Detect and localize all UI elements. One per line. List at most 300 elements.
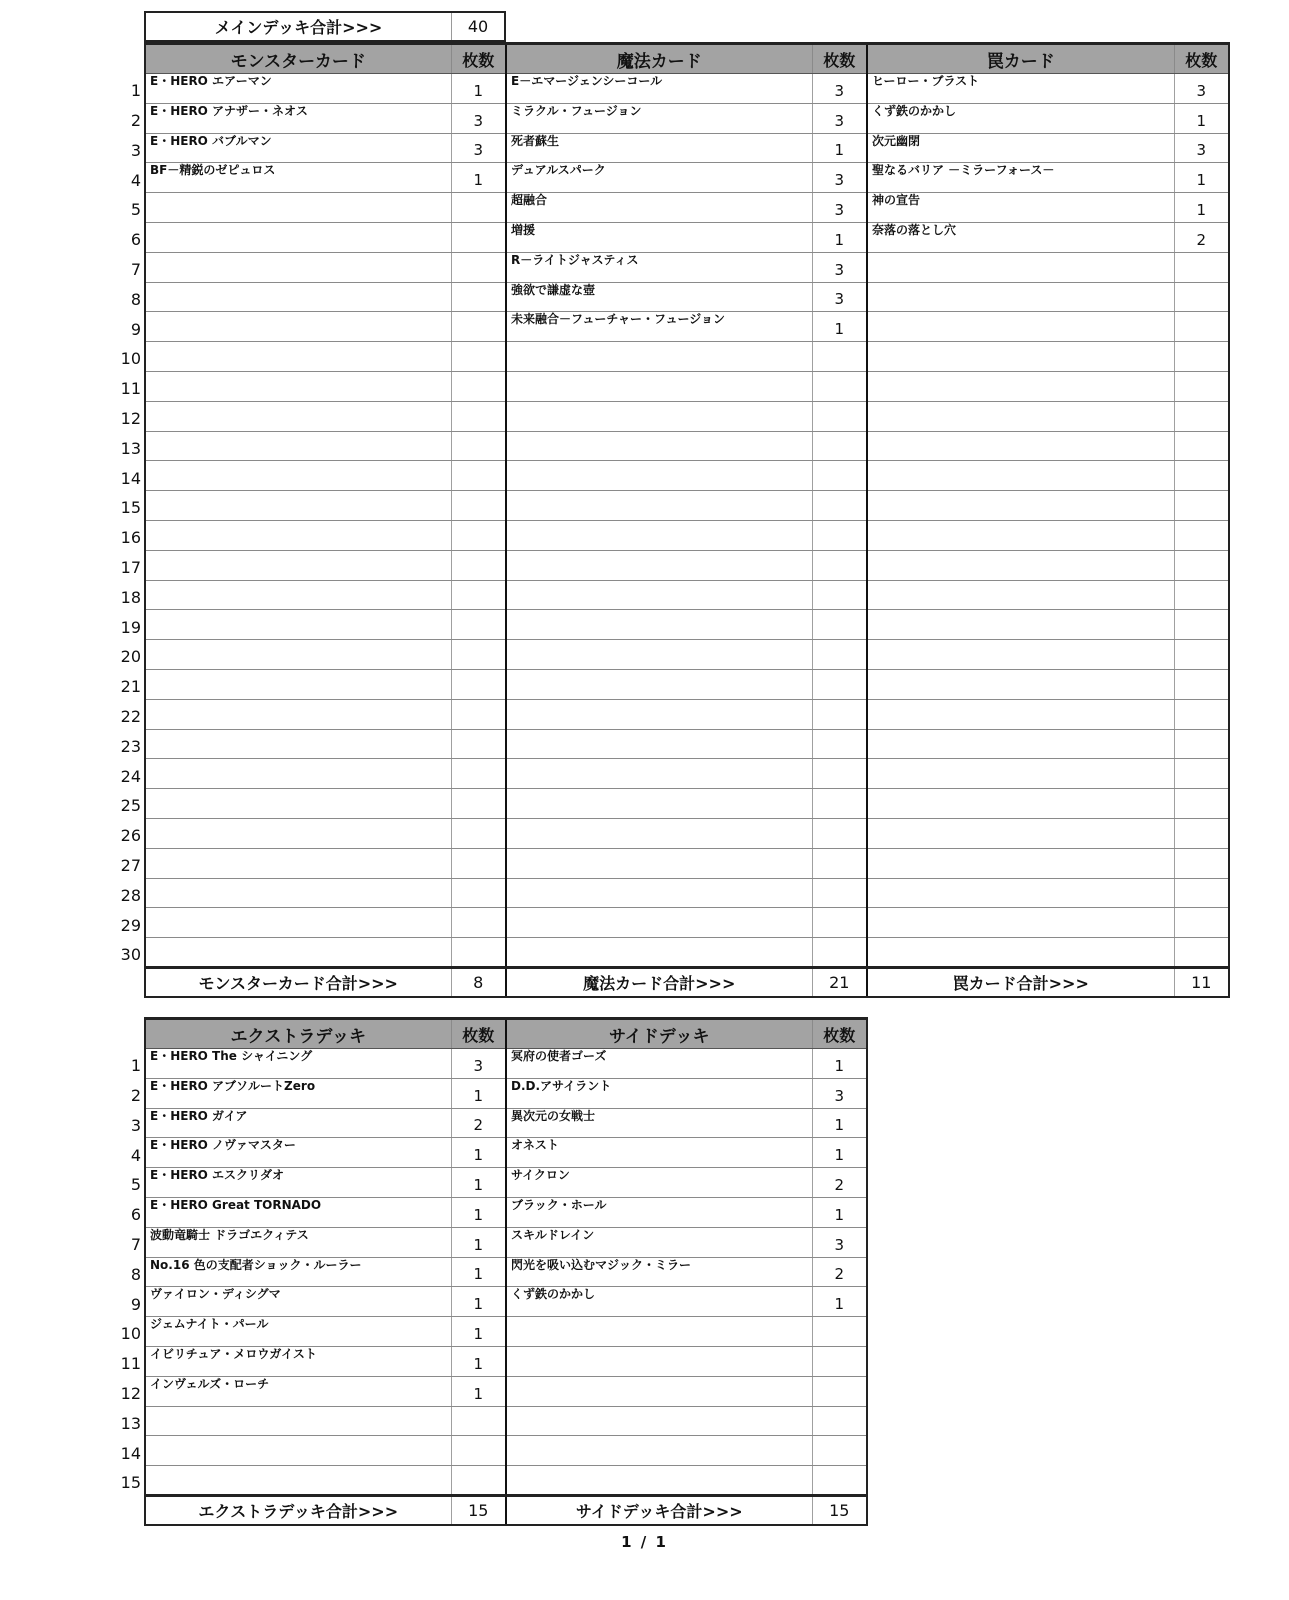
extra-card-name-cell[interactable]: ジェムナイト・パール: [145, 1317, 451, 1347]
trap-card-count-cell[interactable]: [1174, 342, 1229, 372]
row-number: [115, 371, 145, 401]
monster-card-name-cell[interactable]: [145, 491, 451, 521]
trap-card-name-cell[interactable]: [867, 371, 1174, 401]
row-number: [115, 1138, 145, 1168]
spell-card-count-cell[interactable]: [812, 610, 867, 640]
monster-card-name-cell[interactable]: [145, 461, 451, 491]
side-card-count-cell[interactable]: 1: [812, 1197, 867, 1227]
monster-card-count-cell[interactable]: [451, 431, 506, 461]
trap-card-count-cell[interactable]: [1174, 789, 1229, 819]
extra-card-count-cell[interactable]: 1: [451, 1168, 506, 1198]
spell-card-count-cell[interactable]: [812, 908, 867, 938]
trap-card-name-cell[interactable]: [867, 431, 1174, 461]
trap-card-name-cell[interactable]: [867, 640, 1174, 670]
trap-card-name-cell[interactable]: [867, 938, 1174, 968]
trap-card-count-cell[interactable]: [1174, 252, 1229, 282]
monster-card-name-cell[interactable]: [145, 908, 451, 938]
spell-card-name-cell[interactable]: [506, 669, 812, 699]
table-row: [115, 1168, 867, 1198]
extra-card-name-cell[interactable]: E・HERO アブソルートZero: [145, 1078, 451, 1108]
trap-card-name-cell[interactable]: [867, 669, 1174, 699]
extra-card-name-cell[interactable]: E・HERO ノヴァマスター: [145, 1138, 451, 1168]
monster-card-name-cell[interactable]: [145, 193, 451, 223]
spell-card-name-cell[interactable]: [506, 938, 812, 968]
spell-card-count-cell[interactable]: [812, 789, 867, 819]
monster-card-count-cell[interactable]: [451, 520, 506, 550]
table-row: [115, 520, 1229, 550]
extra-card-count-cell[interactable]: 1: [451, 1346, 506, 1376]
monster-card-count-cell[interactable]: [451, 491, 506, 521]
side-card-count-cell[interactable]: 1: [812, 1049, 867, 1079]
monster-card-count-cell[interactable]: [451, 699, 506, 729]
monster-card-count-cell[interactable]: [451, 759, 506, 789]
monster-card-count-cell[interactable]: 1: [451, 74, 506, 104]
trap-card-count-cell[interactable]: [1174, 669, 1229, 699]
table-row: [115, 878, 1229, 908]
trap-card-count-cell[interactable]: [1174, 848, 1229, 878]
extra-card-count-cell[interactable]: [451, 1436, 506, 1466]
trap-card-name-cell[interactable]: [867, 729, 1174, 759]
table-row: [115, 1197, 867, 1227]
trap-card-count-cell[interactable]: [1174, 401, 1229, 431]
spell-card-count-cell[interactable]: 1: [812, 133, 867, 163]
spell-card-count-cell[interactable]: [812, 461, 867, 491]
row-number-label: 3: [130, 1115, 141, 1135]
monster-card-name-cell[interactable]: [145, 818, 451, 848]
trap-card-count-cell[interactable]: [1174, 640, 1229, 670]
row-number-label: 30: [120, 945, 141, 965]
trap-card-name-cell[interactable]: 聖なるバリア －ミラーフォース－: [867, 163, 1174, 193]
trap-card-name-cell[interactable]: [867, 252, 1174, 282]
extra-total-value: 15: [451, 1495, 506, 1525]
spell-card-name-cell[interactable]: [506, 878, 812, 908]
table-row: [115, 282, 1229, 312]
spell-card-count-cell[interactable]: [812, 342, 867, 372]
main-deck-total-value: 40: [467, 17, 489, 36]
trap-card-count-cell[interactable]: [1174, 431, 1229, 461]
extra-card-count-cell[interactable]: 1: [451, 1317, 506, 1347]
trap-card-name-cell[interactable]: [867, 401, 1174, 431]
spell-card-count-cell[interactable]: [812, 431, 867, 461]
side-card-count-cell[interactable]: 3: [812, 1227, 867, 1257]
row-number: [115, 163, 145, 193]
extra-card-count-cell[interactable]: 1: [451, 1257, 506, 1287]
side-card-name-cell[interactable]: [506, 1317, 812, 1347]
trap-card-name-cell[interactable]: 次元幽閉: [867, 133, 1174, 163]
spell-card-name-cell[interactable]: [506, 491, 812, 521]
spell-card-name-cell[interactable]: [506, 580, 812, 610]
spell-card-name-cell[interactable]: [506, 401, 812, 431]
extra-card-name-cell[interactable]: インヴェルズ・ローチ: [145, 1376, 451, 1406]
table-row: [115, 1257, 867, 1287]
trap-card-count-cell[interactable]: [1174, 729, 1229, 759]
monster-card-count-cell[interactable]: [451, 848, 506, 878]
monster-card-count-cell[interactable]: [451, 640, 506, 670]
monster-card-name-cell[interactable]: [145, 580, 451, 610]
spell-card-count-cell[interactable]: 3: [812, 193, 867, 223]
trap-card-count-cell[interactable]: 3: [1174, 74, 1229, 104]
trap-card-name-cell[interactable]: [867, 550, 1174, 580]
monster-card-name-cell[interactable]: [145, 610, 451, 640]
side-card-name-cell[interactable]: 異次元の女戦士: [506, 1108, 812, 1138]
main-deck-table: [115, 42, 1230, 998]
table-row: [115, 1346, 867, 1376]
extra-card-name-cell[interactable]: E・HERO The シャイニング: [145, 1049, 451, 1079]
table-row: [115, 848, 1229, 878]
monster-card-count-cell[interactable]: [451, 789, 506, 819]
spell-card-count-cell[interactable]: 3: [812, 103, 867, 133]
spell-card-name-cell[interactable]: デュアルスパーク: [506, 163, 812, 193]
trap-card-name-cell[interactable]: くず鉄のかかし: [867, 103, 1174, 133]
side-card-name-cell[interactable]: スキルドレイン: [506, 1227, 812, 1257]
spell-card-name-cell[interactable]: [506, 342, 812, 372]
trap-card-name-cell[interactable]: ヒーロー・ブラスト: [867, 74, 1174, 104]
trap-column-header: 罠カード: [867, 44, 1174, 74]
row-number-label: 14: [120, 468, 141, 488]
monster-card-count-cell[interactable]: [451, 818, 506, 848]
extra-card-count-cell[interactable]: 1: [451, 1287, 506, 1317]
trap-card-name-cell[interactable]: [867, 282, 1174, 312]
extra-card-count-cell[interactable]: 1: [451, 1197, 506, 1227]
monster-card-name-cell[interactable]: BF－精鋭のゼピュロス: [145, 163, 451, 193]
extra-card-name-cell[interactable]: [145, 1466, 451, 1496]
monster-card-name-cell[interactable]: [145, 640, 451, 670]
monster-card-name-cell[interactable]: [145, 222, 451, 252]
spell-card-name-cell[interactable]: 未来融合－フューチャー・フュージョン: [506, 312, 812, 342]
monster-card-count-cell[interactable]: [451, 222, 506, 252]
side-card-name-cell[interactable]: [506, 1466, 812, 1496]
trap-card-name-cell[interactable]: [867, 878, 1174, 908]
side-card-count-cell[interactable]: 2: [812, 1168, 867, 1198]
row-number: [115, 818, 145, 848]
trap-card-name-cell[interactable]: [867, 848, 1174, 878]
side-card-count-cell[interactable]: [812, 1436, 867, 1466]
trap-count-header: 枚数: [1174, 44, 1229, 74]
spell-card-count-cell[interactable]: 1: [812, 312, 867, 342]
spell-card-name-cell[interactable]: [506, 550, 812, 580]
trap-card-count-cell[interactable]: [1174, 759, 1229, 789]
row-number-label: 14: [120, 1443, 141, 1463]
trap-card-count-cell[interactable]: [1174, 938, 1229, 968]
side-card-name-cell[interactable]: [506, 1346, 812, 1376]
row-number-label: 17: [120, 558, 141, 578]
spell-card-name-cell[interactable]: [506, 908, 812, 938]
spell-card-name-cell[interactable]: 強欲で謙虚な壺: [506, 282, 812, 312]
spell-card-name-cell[interactable]: [506, 789, 812, 819]
trap-card-count-cell[interactable]: [1174, 610, 1229, 640]
trap-card-count-cell[interactable]: [1174, 550, 1229, 580]
side-card-name-cell[interactable]: [506, 1406, 812, 1436]
trap-card-count-cell[interactable]: [1174, 699, 1229, 729]
monster-card-name-cell[interactable]: [145, 938, 451, 968]
monster-card-name-cell[interactable]: [145, 669, 451, 699]
monster-card-count-cell[interactable]: [451, 610, 506, 640]
trap-card-name-cell[interactable]: [867, 759, 1174, 789]
extra-card-name-cell[interactable]: E・HERO エスクリダオ: [145, 1168, 451, 1198]
spell-card-count-cell[interactable]: [812, 371, 867, 401]
monster-card-name-cell[interactable]: [145, 371, 451, 401]
trap-card-name-cell[interactable]: [867, 491, 1174, 521]
monster-card-count-cell[interactable]: [451, 729, 506, 759]
trap-card-count-cell[interactable]: [1174, 520, 1229, 550]
row-number-label: 13: [120, 1413, 141, 1433]
spell-card-name-cell[interactable]: [506, 818, 812, 848]
spell-card-count-cell[interactable]: [812, 878, 867, 908]
side-card-name-cell[interactable]: D.D.アサイラント: [506, 1078, 812, 1108]
row-number: [115, 461, 145, 491]
table-row: [115, 580, 1229, 610]
monster-card-name-cell[interactable]: [145, 342, 451, 372]
side-card-count-cell[interactable]: 1: [812, 1287, 867, 1317]
monster-card-name-cell[interactable]: [145, 550, 451, 580]
extra-card-name-cell[interactable]: E・HERO Great TORNADO: [145, 1197, 451, 1227]
monster-card-count-cell[interactable]: [451, 550, 506, 580]
monster-card-count-cell[interactable]: [451, 342, 506, 372]
table-row: [115, 312, 1229, 342]
side-card-name-cell[interactable]: オネスト: [506, 1138, 812, 1168]
table-row: [115, 74, 1229, 104]
row-number-label: 26: [120, 826, 141, 846]
spell-total-label: 魔法カード合計>>>: [506, 967, 812, 997]
spell-card-count-cell[interactable]: 3: [812, 74, 867, 104]
spell-card-count-cell[interactable]: [812, 669, 867, 699]
extra-count-header: 枚数: [451, 1019, 506, 1049]
spell-card-name-cell[interactable]: R－ライトジャスティス: [506, 252, 812, 282]
spell-card-name-cell[interactable]: 増援: [506, 222, 812, 252]
spell-card-count-cell[interactable]: [812, 699, 867, 729]
spell-card-count-cell[interactable]: [812, 818, 867, 848]
row-number: [115, 1227, 145, 1257]
spell-card-count-cell[interactable]: [812, 938, 867, 968]
spell-card-count-cell[interactable]: 3: [812, 252, 867, 282]
monster-card-count-cell[interactable]: [451, 282, 506, 312]
spell-card-name-cell[interactable]: 超融合: [506, 193, 812, 223]
row-number-label: 16: [120, 528, 141, 548]
monster-card-count-cell[interactable]: [451, 461, 506, 491]
trap-card-name-cell[interactable]: 奈落の落とし穴: [867, 222, 1174, 252]
monster-card-name-cell[interactable]: E・HERO アナザー・ネオス: [145, 103, 451, 133]
monster-card-count-cell[interactable]: [451, 193, 506, 223]
table-row: [115, 1287, 867, 1317]
extra-card-name-cell[interactable]: イビリチュア・メロウガイスト: [145, 1346, 451, 1376]
spell-card-count-cell[interactable]: [812, 520, 867, 550]
side-card-count-cell[interactable]: [812, 1346, 867, 1376]
trap-card-count-cell[interactable]: [1174, 580, 1229, 610]
trap-card-name-cell[interactable]: [867, 908, 1174, 938]
trap-card-name-cell[interactable]: [867, 580, 1174, 610]
monster-card-count-cell[interactable]: [451, 371, 506, 401]
trap-card-count-cell[interactable]: 1: [1174, 193, 1229, 223]
spell-card-name-cell[interactable]: [506, 520, 812, 550]
trap-card-count-cell[interactable]: [1174, 312, 1229, 342]
spell-card-count-cell[interactable]: [812, 580, 867, 610]
trap-card-count-cell[interactable]: 3: [1174, 133, 1229, 163]
row-number: [115, 580, 145, 610]
row-number: [115, 74, 145, 104]
side-card-count-cell[interactable]: [812, 1376, 867, 1406]
table-row: [115, 371, 1229, 401]
monster-card-name-cell[interactable]: [145, 312, 451, 342]
side-card-count-cell[interactable]: [812, 1466, 867, 1496]
monster-card-name-cell[interactable]: [145, 520, 451, 550]
trap-card-name-cell[interactable]: [867, 818, 1174, 848]
spell-card-name-cell[interactable]: [506, 699, 812, 729]
table-row: [115, 610, 1229, 640]
side-card-name-cell[interactable]: [506, 1436, 812, 1466]
monster-card-name-cell[interactable]: [145, 729, 451, 759]
spell-card-name-cell[interactable]: [506, 729, 812, 759]
extra-card-count-cell[interactable]: 1: [451, 1227, 506, 1257]
spell-card-count-cell[interactable]: [812, 759, 867, 789]
spell-card-count-cell[interactable]: 1: [812, 222, 867, 252]
row-number-label: 15: [120, 498, 141, 518]
totals-row: [115, 967, 1229, 997]
table-row: [115, 1406, 867, 1436]
row-number: [115, 282, 145, 312]
monster-card-count-cell[interactable]: [451, 908, 506, 938]
trap-card-name-cell[interactable]: [867, 342, 1174, 372]
spell-card-count-cell[interactable]: 3: [812, 282, 867, 312]
row-number: [115, 491, 145, 521]
spell-card-name-cell[interactable]: [506, 431, 812, 461]
trap-card-count-cell[interactable]: [1174, 818, 1229, 848]
table-row: [115, 252, 1229, 282]
side-card-name-cell[interactable]: 冥府の使者ゴーズ: [506, 1049, 812, 1079]
monster-card-count-cell[interactable]: [451, 580, 506, 610]
table-row: [115, 103, 1229, 133]
monster-card-name-cell[interactable]: [145, 789, 451, 819]
row-number: [115, 640, 145, 670]
monster-card-name-cell[interactable]: [145, 252, 451, 282]
spell-card-name-cell[interactable]: [506, 371, 812, 401]
trap-card-count-cell[interactable]: [1174, 282, 1229, 312]
trap-total-label: 罠カード合計>>>: [867, 967, 1174, 997]
spell-card-name-cell[interactable]: [506, 759, 812, 789]
monster-card-name-cell[interactable]: E・HERO エアーマン: [145, 74, 451, 104]
side-card-name-cell[interactable]: くず鉄のかかし: [506, 1287, 812, 1317]
trap-card-name-cell[interactable]: [867, 312, 1174, 342]
monster-card-name-cell[interactable]: [145, 401, 451, 431]
trap-card-name-cell[interactable]: [867, 789, 1174, 819]
extra-total-label: エクストラデッキ合計>>>: [145, 1495, 451, 1525]
spell-card-name-cell[interactable]: [506, 461, 812, 491]
spell-card-count-cell[interactable]: [812, 729, 867, 759]
trap-card-count-cell[interactable]: [1174, 371, 1229, 401]
spell-card-count-cell[interactable]: [812, 550, 867, 580]
trap-card-count-cell[interactable]: 2: [1174, 222, 1229, 252]
monster-card-name-cell[interactable]: [145, 759, 451, 789]
extra-card-name-cell[interactable]: ヴァイロン・ディシグマ: [145, 1287, 451, 1317]
trap-card-count-cell[interactable]: [1174, 878, 1229, 908]
monster-card-count-cell[interactable]: 1: [451, 163, 506, 193]
side-card-count-cell[interactable]: [812, 1406, 867, 1436]
trap-card-count-cell[interactable]: 1: [1174, 163, 1229, 193]
row-number: [115, 1346, 145, 1376]
monster-card-name-cell[interactable]: [145, 282, 451, 312]
trap-card-count-cell[interactable]: [1174, 908, 1229, 938]
trap-card-count-cell[interactable]: [1174, 461, 1229, 491]
monster-card-name-cell[interactable]: [145, 431, 451, 461]
side-card-name-cell[interactable]: サイクロン: [506, 1168, 812, 1198]
trap-card-count-cell[interactable]: 1: [1174, 103, 1229, 133]
spell-card-name-cell[interactable]: ミラクル・フュージョン: [506, 103, 812, 133]
monster-card-name-cell[interactable]: E・HERO バブルマン: [145, 133, 451, 163]
side-card-name-cell[interactable]: [506, 1376, 812, 1406]
row-number-label: 9: [130, 319, 141, 339]
table-row: [115, 550, 1229, 580]
monster-card-count-cell[interactable]: 3: [451, 133, 506, 163]
table-row: [115, 759, 1229, 789]
row-number-label: 13: [120, 438, 141, 458]
page-indicator: 1 / 1: [621, 1533, 668, 1551]
spell-card-name-cell[interactable]: [506, 640, 812, 670]
monster-card-count-cell[interactable]: [451, 938, 506, 968]
extra-card-count-cell[interactable]: 2: [451, 1108, 506, 1138]
spell-card-count-cell[interactable]: [812, 401, 867, 431]
monster-card-count-cell[interactable]: [451, 669, 506, 699]
side-card-count-cell[interactable]: 3: [812, 1078, 867, 1108]
monster-total-value: 8: [451, 967, 506, 997]
monster-card-name-cell[interactable]: [145, 878, 451, 908]
side-card-count-cell[interactable]: 2: [812, 1257, 867, 1287]
spell-card-count-cell[interactable]: [812, 640, 867, 670]
trap-card-name-cell[interactable]: [867, 699, 1174, 729]
extra-card-name-cell[interactable]: [145, 1406, 451, 1436]
monster-card-count-cell[interactable]: [451, 312, 506, 342]
row-number-label: 25: [120, 796, 141, 816]
extra-card-count-cell[interactable]: 1: [451, 1138, 506, 1168]
monster-card-count-cell[interactable]: 3: [451, 103, 506, 133]
monster-card-count-cell[interactable]: [451, 252, 506, 282]
trap-card-count-cell[interactable]: [1174, 491, 1229, 521]
extra-card-count-cell[interactable]: [451, 1406, 506, 1436]
extra-card-count-cell[interactable]: 1: [451, 1078, 506, 1108]
monster-count-header: 枚数: [451, 44, 506, 74]
spell-card-name-cell[interactable]: [506, 848, 812, 878]
spell-card-count-cell[interactable]: 3: [812, 163, 867, 193]
spell-card-name-cell[interactable]: 死者蘇生: [506, 133, 812, 163]
trap-card-name-cell[interactable]: [867, 520, 1174, 550]
trap-card-name-cell[interactable]: [867, 610, 1174, 640]
row-number: [115, 1078, 145, 1108]
spell-card-count-cell[interactable]: [812, 491, 867, 521]
extra-card-name-cell[interactable]: [145, 1436, 451, 1466]
monster-total-label: モンスターカード合計>>>: [145, 967, 451, 997]
monster-card-count-cell[interactable]: [451, 401, 506, 431]
side-count-header: 枚数: [812, 1019, 867, 1049]
trap-card-name-cell[interactable]: 神の宣告: [867, 193, 1174, 223]
monster-card-count-cell[interactable]: [451, 878, 506, 908]
trap-card-name-cell[interactable]: [867, 461, 1174, 491]
spell-card-count-cell[interactable]: [812, 848, 867, 878]
spell-card-name-cell[interactable]: [506, 610, 812, 640]
side-card-name-cell[interactable]: 閃光を吸い込むマジック・ミラー: [506, 1257, 812, 1287]
table-row: [115, 789, 1229, 819]
side-card-count-cell[interactable]: [812, 1317, 867, 1347]
extra-card-count-cell[interactable]: [451, 1466, 506, 1496]
monster-card-name-cell[interactable]: [145, 699, 451, 729]
extra-card-count-cell[interactable]: 1: [451, 1376, 506, 1406]
monster-card-name-cell[interactable]: [145, 848, 451, 878]
extra-card-name-cell[interactable]: 波動竜騎士 ドラゴエクィテス: [145, 1227, 451, 1257]
side-card-count-cell[interactable]: 1: [812, 1108, 867, 1138]
extra-card-count-cell[interactable]: 3: [451, 1049, 506, 1079]
spell-card-name-cell[interactable]: E－エマージェンシーコール: [506, 74, 812, 104]
extra-card-name-cell[interactable]: E・HERO ガイア: [145, 1108, 451, 1138]
extra-card-name-cell[interactable]: No.16 色の支配者ショック・ルーラー: [145, 1257, 451, 1287]
side-card-name-cell[interactable]: ブラック・ホール: [506, 1197, 812, 1227]
side-card-count-cell[interactable]: 1: [812, 1138, 867, 1168]
